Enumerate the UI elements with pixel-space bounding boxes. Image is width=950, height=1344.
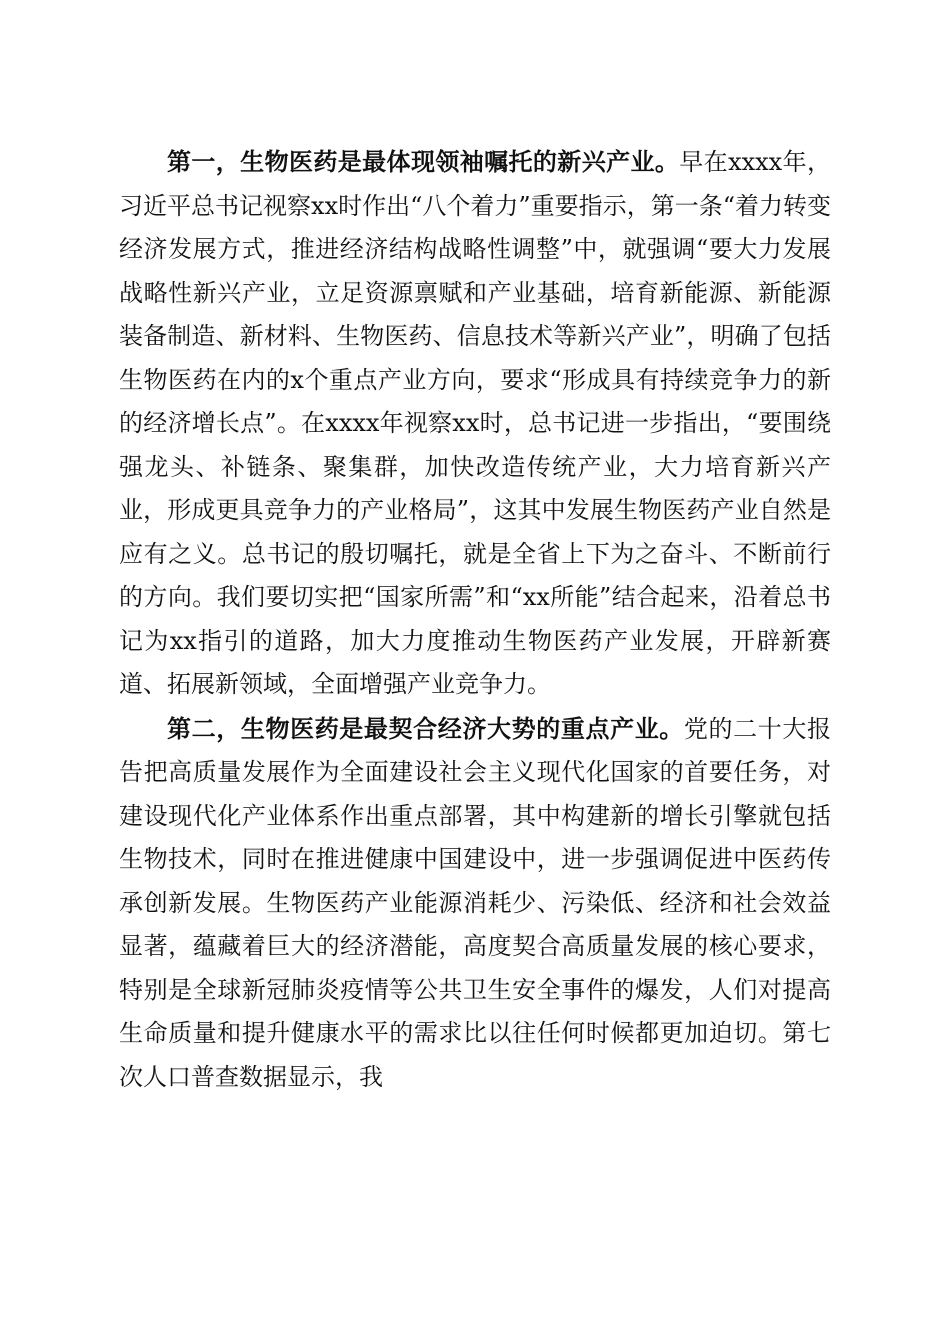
document-page xyxy=(119,140,831,1099)
paragraph-2 xyxy=(119,707,831,1100)
paragraph-2-body: 党的二十大报告把高质量发展作为全面建设社会主义现代化国家的首要任务，对建设现代化产业体系作出重点部署，其中构建新的增长引擎就包括生物技术，同时在推进健康中国建设中，进一步强调促进中医药传承创新发展。生物医药产业能源消耗少、污染低、经济和社会效益显著，蕴藏着巨大的经济潜能，高度契合高质量发展的核心要求，特别是全球新冠肺炎疫情等公共卫生安全事件的爆发，人们对提高生命质量和提升健康水平的需求比以往任何时候都更加迫切。第七次人口普查数据显示，我 xyxy=(119,714,831,1091)
paragraph-1 xyxy=(119,140,831,707)
paragraph-2-lead: 第二，生物医药是最契合经济大势的重点产业。 xyxy=(167,713,684,743)
paragraph-1-lead: 第一，生物医药是最体现领袖嘱托的新兴产业。 xyxy=(167,147,680,176)
paragraph-1-body: 早在xxxx年，习近平总书记视察xx时作出“八个着力”重要指示，第一条“着力转变经济发展方式，推进经济结构战略性调整”中，就强调“要大力发展战略性新兴产业，立足资源禀赋和产业基础，培育新能源、新能源装备制造、新材料、生物医药、信息技术等新兴产业”，明确了包括生物医药在内的x个重点产业方向，要求“形成具有持续竞争力的新的经济增长点”。在xxxx年视察xx时，总书记进一步指出，“要围绕强龙头、补链条、聚集群，加快改造传统产业，大力培育新兴产业，形成更具竞争力的产业格局”，这其中发展生物医药产业自然是应有之义。总书记的殷切嘱托，就是全省上下为之奋斗、不断前行的方向。我们要切实把“国家所需”和“xx所能”结合起来，沿着总书记为xx指引的道路，加大力度推动生物医药产业发展，开辟新赛道、拓展新领域，全面增强产业竞争力。 xyxy=(119,148,831,698)
